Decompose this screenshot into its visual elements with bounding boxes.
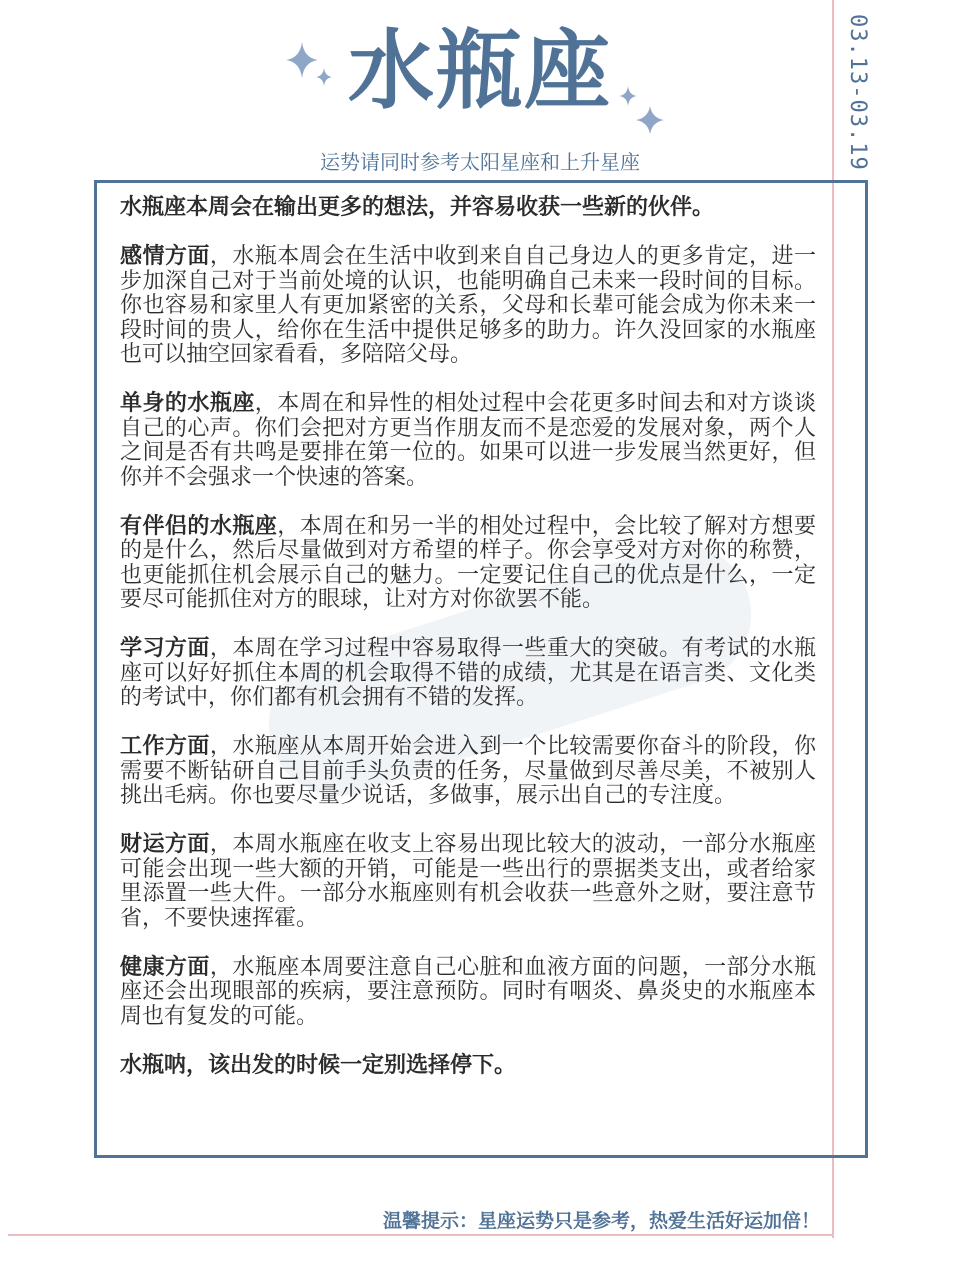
footer-tip: 温馨提示：星座运势只是参考，热爱生活好运加倍！ [382,1210,820,1232]
section-body: ，水瓶座本周要注意自己心脏和血液方面的问题，一部分水瓶座还会出现眼部的疾病，要注意预防。同时有咽炎、鼻炎史的水瓶座本周也有复发的可能。 [120,954,816,1029]
section-heading: 有伴侣的水瓶座 [120,513,278,539]
pink-horizontal-line [8,1234,834,1236]
section-love [120,245,816,368]
section-body: ，本周在和异性的相处过程中会花更多时间去和对方谈谈自己的心声。你们会把对方更当作朋友而不是恋爱的发展对象，两个人之间是否有共鸣是要排在第一位的。如果可以进一步发展当然更好，但你并不会强求一个快速的答案。 [120,391,816,490]
section-heading: 学习方面 [120,636,210,661]
date-range: 03.13-03.19 [845,14,870,171]
section-work [120,735,816,809]
section-body: ，本周在和另一半的相处过程中，会比较了解对方想要的是什么，然后尽量做到对方希望的样子。你会享受对方对你的称赞，也更能抓住机会展示自己的魅力。一定要记住自己的优点是什么，一定要尽可能抓住对方的眼球，让对方对你欲罢不能。 [120,513,816,612]
subtitle: 运势请同时参考太阳星座和上升星座 [320,150,640,174]
section-partner [120,515,816,613]
section-health [120,956,816,1030]
intro-paragraph: 水瓶座本周会在输出更多的想法，并容易收获一些新的伙伴。 [120,195,715,220]
section-body: ，本周水瓶座在收支上容易出现比较大的波动，一部分水瓶座可能会出现一些大额的开销，可能是一些出行的票据类支出，或者给家里添置一些大件。一部分水瓶座则有机会收获一些意外之财，要注意节省，不要快速挥霍。 [120,832,816,931]
closing-paragraph: 水瓶呐，该出发的时候一定别选择停下。 [120,1052,517,1078]
section-body: ，本周在学习过程中容易取得一些重大的突破。有考试的水瓶座可以好好抓住本周的机会取得不错的成绩，尤其是在语言类、文化类的考试中，你们都有机会拥有不错的发挥。 [120,636,816,710]
section-study [120,637,816,711]
section-heading: 单身的水瓶座 [120,391,255,416]
section-wealth [120,833,816,931]
section-heading: 财运方面 [120,832,210,857]
section-heading: 工作方面 [120,734,210,759]
section-heading: 感情方面 [120,244,210,269]
section-heading: 健康方面 [120,954,210,980]
section-body: ，水瓶座从本周开始会进入到一个比较需要你奋斗的阶段，你需要不断钻研自己目前手头负责的任务，尽量做到尽善尽美，不被别人挑出毛病。你也要尽量少说话，多做事，展示出自己的专注度。 [120,734,816,808]
page-title: 水瓶座 [348,21,612,121]
section-single [120,392,816,490]
horoscope-article [120,196,816,1103]
section-body: ，水瓶本周会在生活中收到来自自己身边人的更多肯定，进一步加深自己对于当前处境的认识，也能明确自己未来一段时间的目标。你也容易和家里人有更加紧密的关系，父母和长辈可能会成为你未来一段时间的贵人，给你在生活中提供足够多的助力。许久没回家的水瓶座也可以抽空回家看看，多陪陪父母。 [120,244,816,367]
